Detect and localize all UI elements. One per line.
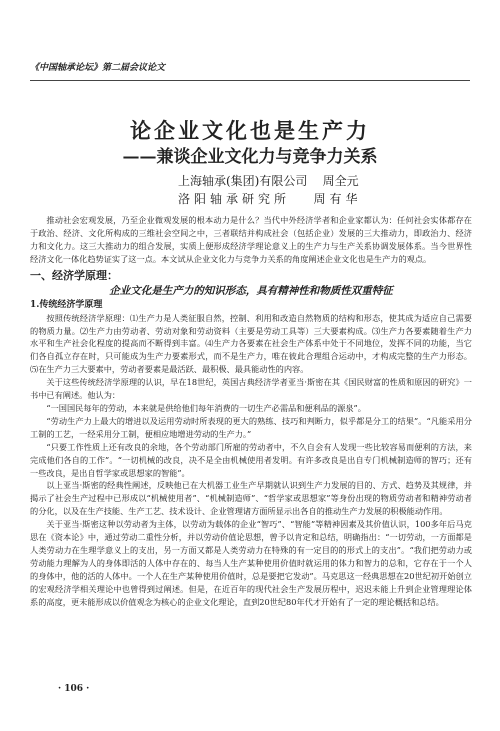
body-paragraph: 关于这些传统经济学原理的认识，早在18世纪，英国古典经济学者亚当·斯密在其《国民财富的性质和原因的研究》一书中已有阐述。他认为： (30, 377, 472, 401)
body-paragraph: 按照传统经济学原理：⑴生产力是人类征服自然，控制、利用和改造自然物质的结构和形态，使其成为适应自己需要的物质力量。⑵生产力由劳动者、劳动对象和劳动资料（主要是劳动工具等）三大要素构成。⑶生产力各要素随着生产力水平和生产社会化程度的提高而不断得到丰富。⑷生产力各要素在社会生产体系中处于不同地位，发挥不同的功能，当它们各自孤立存在时，只可能成为生产力要素形式，而不是生产力，唯在彼此合理组合运动中，才构成完整的生产力形态。⑸在生产力三大要素中，劳动者要素是最活跃、最积极、最具能动性的内容。 (30, 312, 472, 375)
body-paragraph: 以上亚当·斯密的经典性阐述，反映他已在大机器工业生产早期就认识到生产力发展的目的、方式、趋势及其规律，并揭示了社会生产过程中已形成以“机械使用者”、“机械制造师”、“哲学家或思想家”等身份出现的物质劳动者和精神劳动者的分化，以及在生产技能、生产工艺、技术设计、企业管理诸方面所显示出各自的推动生产力发展的积极能动作用。 (30, 480, 472, 517)
page-number: · 106 · (58, 684, 90, 694)
author-line-2 (178, 190, 361, 207)
quote-paragraph: “只要工作性质上还有改良的余地，各个劳动部门所雇的劳动者中，不久自会有人发现一些比较容易而便利的方法，来完成他们各自的工作”。“一切机械的改良，决不是全由机械使用者发明。有许多改良是出自专门机械制造师的智巧；还有一些改良，是出自哲学家或思想家的智能”。 (30, 441, 472, 478)
section-heading: 一、经济学原理： (30, 268, 118, 282)
quote-paragraph: “一国国民每年的劳动，本来就是供给他们每年消费的一切生产必需品和便利品的源泉”。 (46, 402, 366, 413)
abstract: 推动社会宏观发展，乃至企业微观发展的根本动力是什么？当代中外经济学者和企业家都认为：任何社会实体都存在于政治、经济、文化所构成的三维社会空间之中，三者联结并构成社会（包括企业）发展的三大推动力，即政治力、经济力和文化力。这三大推动力的组合发展，实质上便形成经济学理论意义上的生产力与生产关系协调发展体系。当今世界性经济文化一体化趋势证实了这一点。本文试从企业文化力与竞争力关系的角度阐述企业文化也是生产力的观点。 (30, 215, 472, 264)
author-affiliation: 洛阳轴承研究所 (178, 192, 291, 206)
body-paragraph: 关于亚当·斯密这种以劳动者为主体，以劳动为载体的企业“智巧”、“智能”等精神因素及其价值认识，100多年后马克思在《资本论》中，通过劳动二重性分析，并以劳动价值论思想，曾予以肯定和总结，明确指出：“一切劳动，一方面都是人类劳动力在生理学意义上的支出，另一方面又都是人类劳动力在特殊的有一定目的的形式上的支出”。“我们把劳动力或劳动能力理解为人的身体即活的人体中存在的、每当人生产某种使用价值时就运用的体力和智力的总和，它存在于一个人的身体中，他的活的人体中。一个人在生产某种使用价值时，总是要把它发动”。马克思这一经典思想在20世纪初开始创立的宏观经济学相关理论中也曾得到过阐述。但是，在近百年的现代社会生产发展历程中，迟迟未能上升到企业管理理论体系的高度，更未能形成以价值观念为核心的企业文化理论，直到20世纪80年代才开始有了一定的理论概括和总结。 (30, 519, 472, 607)
author-line-1 (178, 172, 359, 189)
author-affiliation: 上海轴承(集团)有限公司 (178, 174, 308, 188)
section-subheading: 企业文化是生产力的知识形态，具有精神性和物质性双重特征 (109, 284, 393, 297)
author-name: 周有华 (313, 192, 362, 206)
quote-paragraph: “劳动生产力上最大的增进以及运用劳动时所表现的更大的熟练、技巧和判断力，似乎都是分工的结果”。“凡能采用分工制的工艺，一经采用分工制，便相应地增进劳动的生产力。” (30, 415, 472, 439)
article-body (30, 214, 472, 608)
paper-title: 论企业文化也是生产力 (130, 118, 370, 143)
paper-subtitle: ——兼谈企业文化力与竞争力关系 (122, 147, 378, 167)
header-divider (30, 80, 470, 81)
journal-header: 《中国轴承论坛》第二届会议论文 (30, 62, 166, 72)
subsection-heading: 1.传统经济学原理 (30, 299, 103, 310)
author-name: 周全元 (322, 174, 359, 188)
